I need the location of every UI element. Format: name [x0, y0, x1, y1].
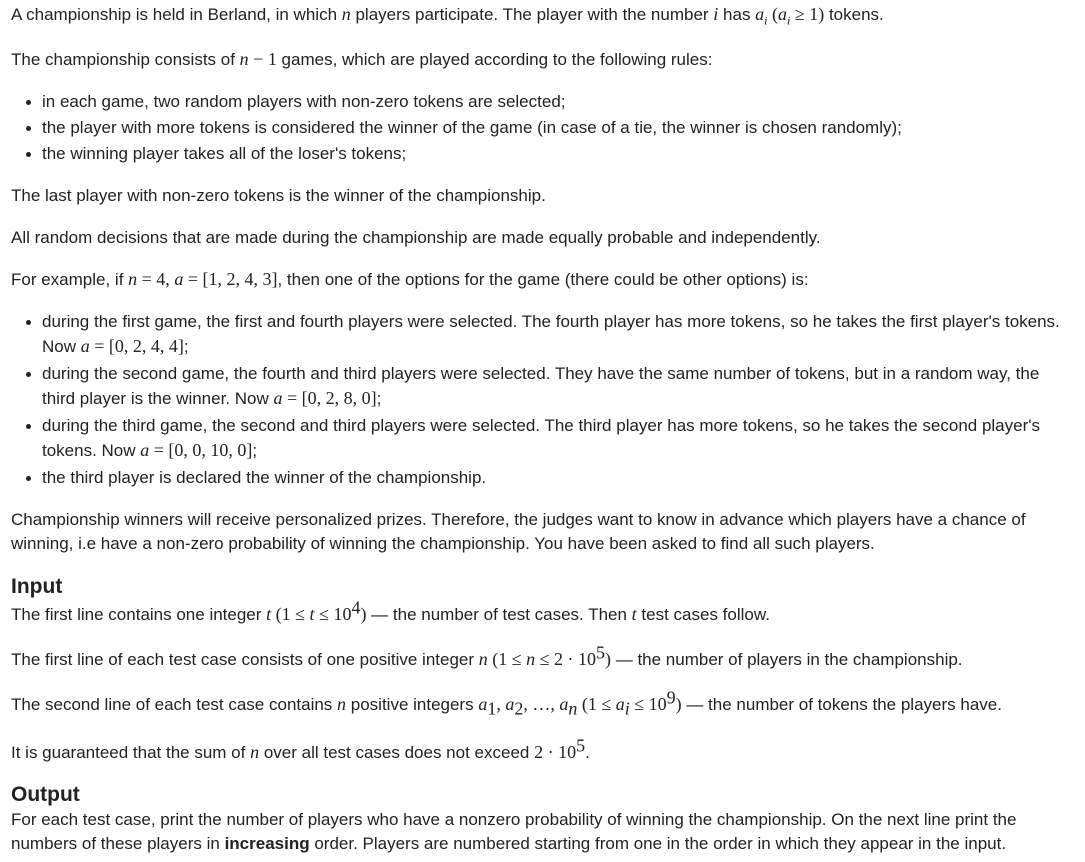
list-item [0, 310, 1060, 362]
text: positive integers [346, 695, 479, 714]
text: The first line of each test case consists of one positive integer [11, 650, 479, 669]
math-a: a [80, 336, 90, 356]
math-text: ≤ 2 · 10 [535, 649, 596, 669]
text: — the number of players in the championship. [611, 650, 963, 669]
math-text: = [0, 0, 10, 0] [149, 440, 253, 460]
step-line: during the third game, the second and third players were selected. The third player has more tokens, so he takes the second player's [42, 416, 1040, 435]
math-subscript: i [787, 13, 791, 28]
math-a: a [778, 4, 788, 24]
math-text: (1 ≤ [271, 604, 310, 624]
math-text: , [496, 694, 506, 714]
text: It is guaranteed that the sum of [11, 743, 251, 762]
math-i: i [713, 4, 719, 24]
math-a: a [755, 4, 765, 24]
math-superscript: 5 [596, 642, 605, 663]
math-text: ) [360, 604, 367, 624]
math-n: n [478, 649, 488, 669]
math-superscript: 9 [666, 687, 676, 708]
math-n: n [128, 269, 138, 289]
text: Now [42, 337, 81, 356]
math-superscript: 5 [576, 735, 586, 756]
text: — the number of test cases. Then [366, 605, 632, 624]
steps-list [0, 310, 1060, 492]
input-line-2 [11, 642, 963, 672]
math-subscript: 1 [487, 698, 497, 719]
list-item [0, 414, 1060, 466]
list-item: the winning player takes all of the loser's tokens; [0, 142, 902, 168]
rules-list [0, 90, 902, 168]
math-text: = [0, 2, 4, 4] [89, 336, 184, 356]
math-text: 2 · 10 [534, 742, 577, 762]
math-a: a [615, 694, 625, 714]
math-text: ≤ 10 [314, 604, 352, 624]
step-line [42, 386, 1060, 411]
text: ; [183, 337, 189, 356]
math-n: n [250, 742, 260, 762]
list-item: in each game, two random players with non-zero tokens are selected; [0, 90, 902, 116]
math-text: = [0, 2, 8, 0] [282, 388, 377, 408]
math-a: a [478, 694, 488, 714]
step-line [42, 438, 1060, 463]
math-cond [778, 4, 791, 28]
math-a: a [505, 694, 515, 714]
text: tokens. Now [42, 441, 141, 460]
text: test cases follow. [636, 605, 770, 624]
math-text: , …, [523, 694, 560, 714]
math-t: t [266, 604, 272, 624]
text: , then one of the options for the game (there could be other options) is: [277, 270, 809, 289]
math-n: n [341, 4, 351, 24]
math-subscript: 2 [514, 698, 524, 719]
games-paragraph [11, 47, 712, 72]
random-paragraph: All random decisions that are made during the championship are made equally probable and independently. [11, 228, 821, 247]
output-paragraph [11, 808, 1081, 856]
math-text: − 1 [248, 49, 277, 69]
math-text: ≥ 1) [790, 4, 825, 24]
list-item: the player with more tokens is considered the winner of the game (in case of a tie, the winner is chosen randomly); [0, 116, 902, 142]
math-text: (1 ≤ [577, 694, 616, 714]
math-a: a [174, 269, 184, 289]
text: has [718, 5, 756, 24]
step-line [42, 334, 1060, 359]
math-a: a [559, 694, 569, 714]
prizes-paragraph: Championship winners will receive personalized prizes. Therefore, the judges want to know in advance which players have a chance of winning, i.e have a non-zero probability of winning the championship. You have been asked to find all such players. [11, 510, 1026, 553]
text: A championship is held in Berland, in which [11, 5, 342, 24]
math-a-i [755, 4, 768, 28]
text: third player is the winner. Now [42, 389, 274, 408]
input-line-4 [11, 735, 590, 765]
input-heading: Input [11, 575, 63, 598]
text: ; [376, 389, 382, 408]
text: ; [252, 441, 258, 460]
math-text: = [1, 2, 4, 3] [183, 269, 278, 289]
text: The first line contains one integer [11, 605, 267, 624]
math-text: = 4, [137, 269, 175, 289]
intro-paragraph [11, 2, 884, 27]
text: games, which are played according to the following rules: [276, 50, 713, 69]
math-text: (1 ≤ [487, 649, 527, 669]
text: over all test cases does not exceed [259, 743, 535, 762]
text: players participate. The player with the number [350, 5, 714, 24]
list-item [0, 362, 1060, 414]
math-text: ( [767, 4, 779, 24]
math-text: ) [605, 649, 611, 669]
math-text: ≤ 10 [629, 694, 667, 714]
text: For each test case, print the number of players who have a nonzero probability of winning the championship. On the next line print the numbers of these players in [11, 810, 1017, 853]
output-heading: Output [11, 783, 80, 806]
text: — the number of tokens the players have. [681, 695, 1002, 714]
step-line: during the first game, the first and fourth players were selected. The fourth player has more tokens, so he takes the first player's tokens. [42, 312, 1060, 331]
math-text: ) [675, 694, 682, 714]
last-player-paragraph: The last player with non-zero tokens is the winner of the championship. [11, 186, 546, 205]
math-t: t [309, 604, 315, 624]
math-subscript: n [568, 698, 578, 719]
list-item: the third player is declared the winner of the championship. [0, 466, 1060, 492]
example-paragraph [11, 267, 809, 292]
text: order. Players are numbered starting from one in the order in which they appear in the input. [309, 834, 1007, 853]
text: The second line of each test case contains [11, 695, 338, 714]
math-superscript: 4 [351, 597, 361, 618]
math-n: n [239, 49, 249, 69]
math-subscript: i [764, 13, 768, 28]
text: For example, if [11, 270, 129, 289]
math-subscript: i [624, 698, 630, 719]
step-line: during the second game, the fourth and third players were selected. They have the same number of tokens, but in a random way, the [42, 364, 1040, 383]
math-t: t [631, 604, 637, 624]
math-a: a [273, 388, 283, 408]
math-n: n [337, 694, 347, 714]
input-line-3 [11, 687, 1002, 719]
input-line-1 [11, 597, 770, 627]
text: tokens. [824, 5, 884, 24]
text: . [585, 743, 590, 762]
math-n: n [526, 649, 536, 669]
bold-text: increasing [224, 834, 310, 853]
text: The championship consists of [11, 50, 240, 69]
math-a: a [140, 440, 150, 460]
